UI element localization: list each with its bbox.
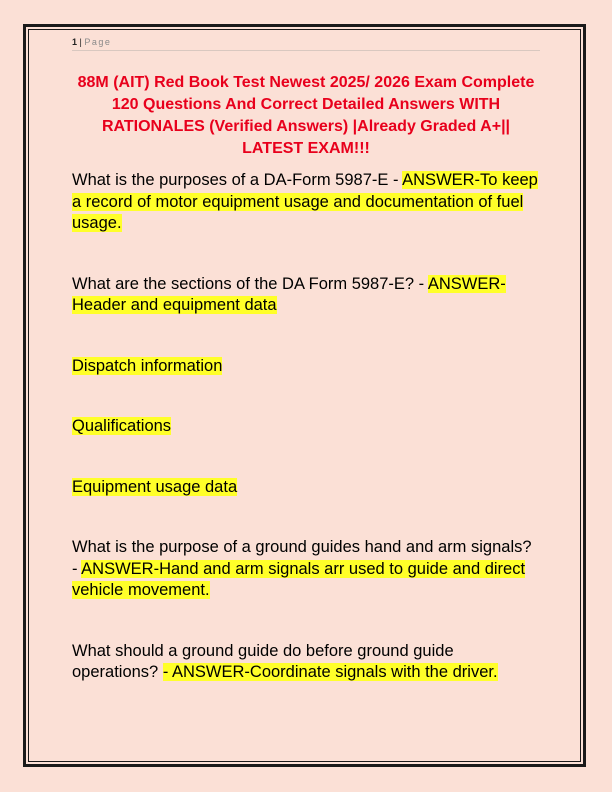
- list-item-text: Equipment usage data: [72, 477, 238, 496]
- answer-text: ANSWER-Header and equipment data: [72, 274, 506, 314]
- page-separator: |: [77, 37, 85, 47]
- document-title: 88M (AIT) Red Book Test Newest 2025/ 2026 Exam Complete 120 Questions And Correct Detailed Answers WITH RATIONALES (Verified Answers) |Already Graded A+|| LATEST EXAM!!!: [77, 74, 535, 157]
- page-word: Page: [84, 37, 112, 47]
- answer-text: ANSWER-Hand and arm signals arr used to guide and direct vehicle movement.: [72, 559, 526, 599]
- list-item: [72, 356, 540, 378]
- qa-item: [72, 170, 540, 235]
- list-item-text: Dispatch information: [72, 356, 223, 375]
- question-text: What is the purposes of a DA-Form 5987-E -: [72, 171, 403, 189]
- qa-item: [72, 537, 540, 602]
- answer-text: ANSWER-To keep a record of motor equipment usage and documentation of fuel usage.: [72, 171, 538, 232]
- document-body: [72, 170, 540, 684]
- list-item: [72, 477, 540, 499]
- qa-item: [72, 274, 540, 317]
- question-text: What should a ground guide do before ground guide operations?: [72, 641, 454, 681]
- question-text: What is the purpose of a ground guides hand and arm signals? -: [72, 538, 532, 578]
- answer-text: - ANSWER-Coordinate signals with the driver.: [162, 663, 498, 681]
- list-item-text: Qualifications: [72, 417, 172, 435]
- page-header: [72, 37, 540, 51]
- page-number: 1: [72, 37, 78, 47]
- list-item: [72, 416, 540, 438]
- qa-item: [72, 641, 540, 684]
- question-text: What are the sections of the DA Form 5987-E? -: [72, 274, 428, 293]
